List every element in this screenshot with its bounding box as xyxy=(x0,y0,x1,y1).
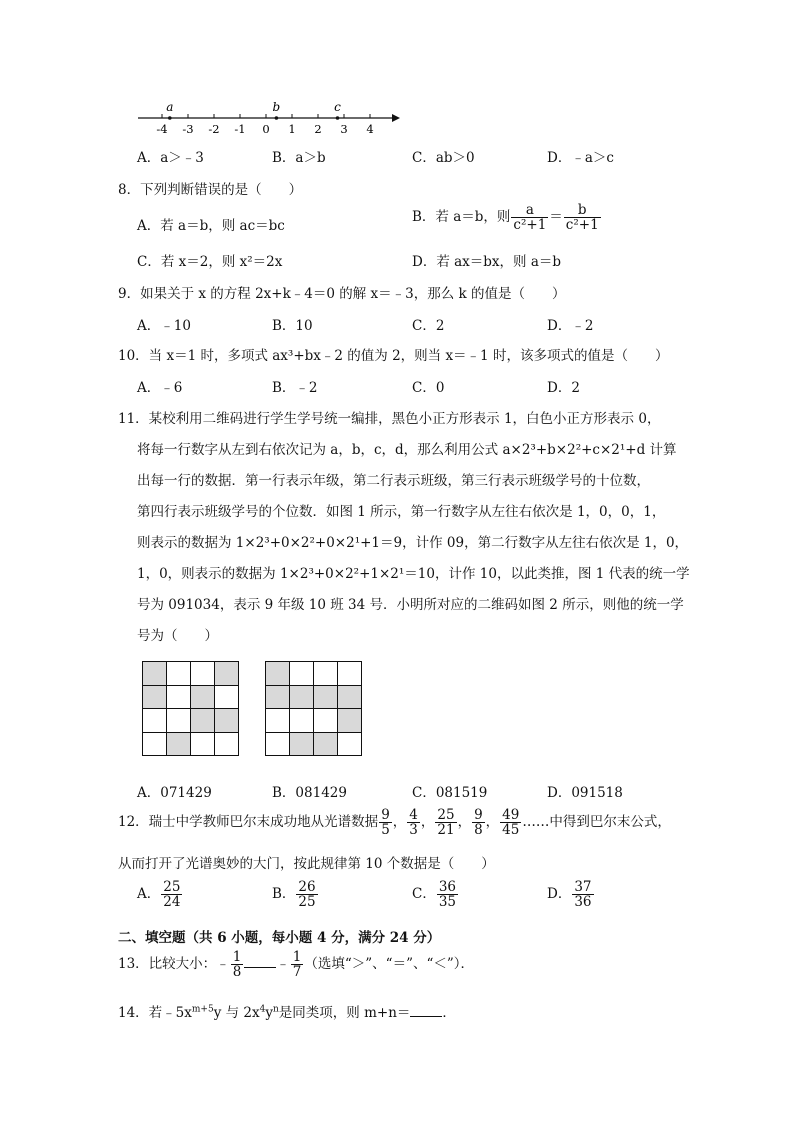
q14-end: ． xyxy=(442,1005,456,1021)
q11-line-2: 将每一行数字从左到右依次记为 a，b，c，d，那么利用公式 a×2³+b×2²+c×2¹+d 计算 xyxy=(137,442,677,458)
q11-line-4: 第四行表示班级学号的个位数．如图 1 所示，第一行数字从左往右依次是 1，0，0，1， xyxy=(137,504,666,520)
q13-mid: ﹣ xyxy=(276,956,290,973)
q12-option-a-frac xyxy=(161,880,182,909)
q12-line-2: 从而打开了光谱奥妙的大门，按此规律第 10 个数据是（ ） xyxy=(118,856,495,872)
number-line-point-label-b: b xyxy=(272,100,281,114)
q12-option-b-label: B． xyxy=(272,886,296,903)
number-line-point-c xyxy=(336,116,340,120)
q8-option-a: A．若 a＝b，则 ac＝bc xyxy=(137,218,285,234)
q12-frac-5-den: 45 xyxy=(502,822,520,839)
q9-option-d: D．﹣2 xyxy=(547,318,594,334)
q13-frac-2-den: 7 xyxy=(292,964,302,981)
q14-prefix: 14．若﹣5x xyxy=(118,1005,192,1021)
q7-option-b: B．a＞b xyxy=(272,150,326,166)
q12-option-d-num: 37 xyxy=(574,879,592,895)
q12-frac-3-num: 25 xyxy=(437,807,455,823)
q12-frac-1-num: 9 xyxy=(381,807,390,823)
q12-frac-2 xyxy=(407,808,420,837)
q13-frac-1 xyxy=(231,950,244,979)
q8-option-c: C．若 x＝2，则 x²＝2x xyxy=(137,254,283,270)
q10-option-a: A．﹣6 xyxy=(137,380,183,396)
q11-line-5: 则表示的数据为 1×2³+0×2²+0×2¹+1＝9，计作 09，第二行数字从左往右依次是 1，0， xyxy=(137,535,689,551)
q12-option-c-num: 36 xyxy=(438,879,457,895)
q12-frac-4-num: 9 xyxy=(474,807,483,823)
q8-b-frac2-num: b xyxy=(564,203,601,218)
q8-b-fraction-1 xyxy=(511,203,548,232)
number-line-tick-label: 0 xyxy=(262,122,270,136)
q8-b-frac2-den: c²+1 xyxy=(565,217,599,234)
q14-mid-1: y 与 2x xyxy=(213,1005,260,1021)
q12-frac-3-den: 21 xyxy=(437,822,455,839)
q12-frac-3 xyxy=(435,808,456,837)
q10-option-d: D．2 xyxy=(547,380,580,396)
q12-option-a-den: 24 xyxy=(163,894,181,911)
q12-option-a-num: 25 xyxy=(163,879,181,895)
q7-option-c: C．ab＞0 xyxy=(412,150,475,166)
q12-frac-2-num: 4 xyxy=(409,807,418,823)
q12-option-a xyxy=(137,880,183,909)
q12-frac-5-num: 49 xyxy=(502,807,520,823)
q9-option-b: B．10 xyxy=(272,318,313,334)
q12-frac-4-den: 8 xyxy=(474,822,483,839)
q10-option-c: C．0 xyxy=(412,380,445,396)
q10-option-b: B．﹣2 xyxy=(272,380,318,396)
q12-line-1: 12．瑞士中学教师巴尔末成功地从光谱数据 $\frac{9}{5}$ ， $\frac{4}{3}$ ， $\frac{25}{21}$ ， $\frac{9}{8}$ ， $\frac{49}{45}$ ……中得到巴尔末公式， xyxy=(118,807,671,839)
q9-option-a: A．﹣10 xyxy=(137,318,191,334)
q8-option-b xyxy=(412,203,602,232)
section-2-title: 二、填空题（共 6 小题，每小题 4 分，满分 24 分） xyxy=(118,930,441,946)
q12-option-b-frac xyxy=(296,880,317,909)
number-line-point-label-a: a xyxy=(166,100,174,114)
q13-frac-1-num: 1 xyxy=(232,949,242,965)
q11-line-6: 1，0，则表示的数据为 1×2³+0×2²+1×2¹＝10，计作 10，以此类推，图 1 代表的统一学 xyxy=(137,566,690,582)
q12-option-b xyxy=(272,880,319,909)
q12-option-a-label: A． xyxy=(137,886,161,903)
number-line-tick-label: -3 xyxy=(182,122,194,136)
q12-option-b-num: 26 xyxy=(298,879,316,895)
q7-option-a: A．a＞﹣3 xyxy=(137,150,204,166)
q14 xyxy=(118,1001,456,1021)
q14-exp-1: m+5 xyxy=(191,1004,214,1015)
q13-prefix: 13．比较大小：﹣ xyxy=(118,956,230,973)
number-line-tick-label: -1 xyxy=(234,122,246,136)
q14-suffix: 是同类项，则 m+n＝ xyxy=(278,1005,411,1021)
q13-frac-2-num: 1 xyxy=(292,949,302,965)
number-line xyxy=(130,98,410,140)
q8-b-frac1-num: a xyxy=(511,203,548,218)
q13-frac-2 xyxy=(291,950,304,979)
q10-stem: 10．当 x＝1 时，多项式 ax³+bx﹣2 的值为 2，则当 x＝﹣1 时，该多项式的值是（ ） xyxy=(118,348,669,364)
q11-line-3: 出每一行的数据．第一行表示年级，第二行表示班级，第三行表示班级学号的十位数， xyxy=(137,473,650,489)
q8-option-d: D．若 ax＝bx，则 a＝b xyxy=(412,254,562,270)
q12-frac-1 xyxy=(379,808,392,837)
q12-option-c-label: C． xyxy=(412,886,436,903)
q11-line-7: 号为 091034，表示 9 年级 10 班 34 号．小明所对应的二维码如图 2 所示，则他的统一学 xyxy=(137,597,684,613)
q12-suffix: ……中得到巴尔末公式， xyxy=(522,814,671,831)
q11-option-b: B．081429 xyxy=(272,785,347,801)
q14-mid-2: y xyxy=(265,1005,273,1021)
q9-option-c: C．2 xyxy=(412,318,445,334)
number-line-tick-label: 4 xyxy=(366,122,374,136)
q12-option-c-den: 35 xyxy=(438,894,457,911)
q13-answer-blank[interactable] xyxy=(244,955,276,968)
q13-suffix: （选填“＞”、“＝”、“＜”）． xyxy=(304,956,475,973)
q12-option-d-label: D． xyxy=(547,886,572,903)
q11-line-8: 号为（ ） xyxy=(137,628,218,644)
q12-option-c xyxy=(412,880,459,909)
q12-option-d-den: 36 xyxy=(574,894,592,911)
number-line-tick-label: 1 xyxy=(288,122,296,136)
qr-figure-2 xyxy=(265,661,362,756)
q7-option-d: D．﹣a＞c xyxy=(547,150,614,166)
q12-option-d xyxy=(547,880,595,909)
number-line-point-a xyxy=(168,116,172,120)
q11-option-a: A．071429 xyxy=(137,785,212,801)
q8-stem: 8．下列判断错误的是（ ） xyxy=(118,182,303,198)
q9-stem: 9．如果关于 x 的方程 2x+k﹣4＝0 的解 x＝﹣3，那么 k 的值是（ ） xyxy=(118,286,566,302)
number-line-point-b xyxy=(275,116,279,120)
q12-option-d-frac xyxy=(572,880,593,909)
q8-b-equals: ＝ xyxy=(549,209,563,226)
number-line-point-label-c: c xyxy=(334,100,341,114)
q12-frac-5 xyxy=(500,808,521,837)
q12-frac-2-den: 3 xyxy=(409,822,418,839)
q11-option-d: D．091518 xyxy=(547,785,623,801)
q8-b-prefix: B．若 a＝b，则 xyxy=(412,209,511,226)
q14-exp-3: n xyxy=(273,1004,279,1015)
q12-frac-4 xyxy=(472,808,485,837)
qr-figure-1 xyxy=(142,661,239,756)
q8-b-frac1-den: c²+1 xyxy=(513,217,547,234)
q13 xyxy=(118,950,474,979)
q12-option-c-frac xyxy=(437,880,458,909)
number-line-tick-label: 3 xyxy=(340,122,348,136)
number-line-tick-label: -2 xyxy=(208,122,220,136)
q12-frac-1-den: 5 xyxy=(381,822,390,839)
q8-b-fraction-2 xyxy=(564,203,601,232)
number-line-tick-label: 2 xyxy=(314,122,322,136)
q12-prefix: 12．瑞士中学教师巴尔末成功地从光谱数据 xyxy=(118,814,379,831)
q13-frac-1-den: 8 xyxy=(232,964,242,981)
q12-option-b-den: 25 xyxy=(298,894,316,911)
q11-option-c: C．081519 xyxy=(412,785,488,801)
q14-exp-2: 4 xyxy=(259,1004,266,1015)
q11-line-1: 11．某校利用二维码进行学生学号统一编排，黑色小正方形表示 1，白色小正方形表示 0， xyxy=(118,411,661,427)
number-line-tick-label: -4 xyxy=(156,122,168,136)
q14-answer-blank[interactable] xyxy=(410,1004,442,1017)
